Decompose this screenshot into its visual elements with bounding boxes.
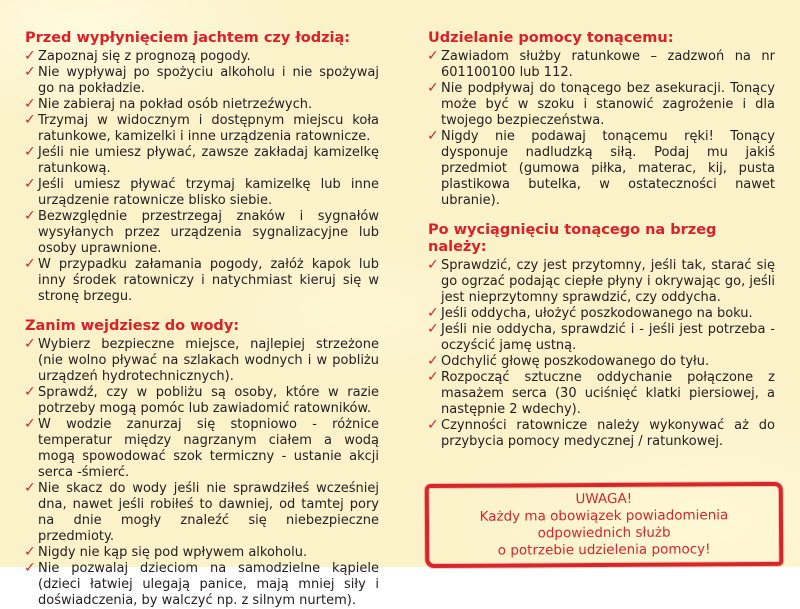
safety-tip-text: Nigdy nie kąp się pod wpływem alkoholu. [38, 545, 308, 560]
safety-tip-text: Nie skacz do wody jeśli nie sprawdziłeś wcześniej dna, nawet jeśli robiłeś to dawniej, od tamtej pory na dnie mogły znaleźć się niebezpieczne przedmioty. [38, 481, 379, 544]
safety-tip-item [25, 49, 379, 65]
heading-after-pulling-ashore: Po wyciągnięciu tonącego na brzeg należy: [428, 222, 717, 255]
left-column [25, 30, 379, 609]
checkmark-icon: ✓ [24, 544, 36, 560]
checkmark-icon: ✓ [24, 64, 36, 80]
checkmark-icon: ✓ [24, 208, 36, 224]
warning-title: UWAGA! [575, 490, 633, 508]
safety-tip-text: Wybierz bezpieczne miejsce, najlepiej strzeżone (nie wolno pływać na szlakach wodnych i w pobliżu urządzeń hydrotechnicznych). [38, 337, 379, 384]
safety-tip-text: Jeśli oddycha, ułożyć poszkodowanego na boku. [441, 306, 753, 321]
checkmark-icon: ✓ [427, 48, 439, 64]
safety-tip-text: Jeśli umiesz pływać trzymaj kamizelkę lub inne urządzenie ratownicze blisko siebie. [38, 177, 379, 208]
heading-helping-drowning-person: Udzielanie pomocy tonącemu: [428, 30, 674, 46]
safety-tip-item [25, 337, 379, 385]
safety-tip-text: Nie podpływaj do tonącego bez asekuracji. Tonący może być w szoku i stanowić zagrożenie i dla twojego bezpieczeństwa. [441, 81, 775, 128]
checkmark-icon: ✓ [427, 305, 439, 321]
safety-tip-text: Sprawdzić, czy jest przytomny, jeśli tak, starać się go ogrzać podając ciepłe płyny i okrywając go, jeśli jest nieprzytomny sprawdzić, czy oddycha. [441, 258, 775, 305]
checkmark-icon: ✓ [24, 416, 36, 432]
safety-tip-item [428, 370, 775, 418]
checkmark-icon: ✓ [427, 80, 439, 96]
warning-box [425, 482, 784, 568]
checkmark-icon: ✓ [24, 560, 36, 576]
safety-tip-item [25, 257, 379, 305]
safety-tip-item [25, 209, 379, 257]
safety-tip-item [25, 145, 379, 177]
safety-tip-text: W przypadku załamania pogody, załóż kapok lub inny środek ratowniczy i natychmiast kieruj się w stronę brzegu. [38, 257, 379, 304]
safety-tip-item [25, 385, 379, 417]
warning-line: Każdy ma obowiązek powiadomienia odpowiednich służb [479, 507, 729, 542]
safety-tip-text: Odchylić głowę poszkodowanego do tyłu. [441, 354, 710, 369]
checkmark-icon: ✓ [427, 369, 439, 385]
checkmark-icon: ✓ [24, 112, 36, 128]
safety-tip-text: Nigdy nie podawaj tonącemu ręki! Tonący dysponuje nadludzką siłą. Podaj mu jakiś przedmiot (gumowa piłka, materac, kij, pusta plastikowa butelka, w ostateczności nawet ubranie). [441, 129, 775, 208]
safety-tip-item [25, 113, 379, 145]
warning-line: o potrzebie udzielenia pomocy! [497, 541, 711, 559]
safety-tip-item [428, 49, 775, 81]
checkmark-icon: ✓ [427, 128, 439, 144]
safety-tip-item [428, 322, 775, 354]
safety-tip-text: Trzymaj w widocznym i dostępnym miejscu koła ratunkowe, kamizelki i inne urządzenia ratownicze. [38, 113, 379, 144]
safety-tip-text: W wodzie zanurzaj się stopniowo - różnice temperatur między nagrzanym ciałem a wodą mogą spowodować szok termiczny - ustanie akcji serca -śmierć. [38, 417, 379, 480]
safety-tip-item [25, 481, 379, 545]
safety-tip-item [428, 81, 775, 129]
safety-tip-text: Jeśli nie umiesz pływać, zawsze zakładaj kamizelkę ratunkową. [38, 145, 379, 176]
safety-tip-text: Jeśli nie oddycha, sprawdzić i - jeśli jest potrzeba - oczyścić jamę ustną. [441, 322, 775, 353]
safety-tip-text: Nie wypływaj po spożyciu alkoholu i nie spożywaj go na pokładzie. [38, 65, 379, 96]
safety-tip-text: Zapoznaj się z prognozą pogody. [38, 49, 251, 64]
section-before-sailing [25, 30, 379, 305]
safety-tip-item [428, 354, 775, 370]
safety-tip-text: Nie zabieraj na pokład osób nietrzeźwych. [38, 97, 313, 112]
safety-tip-text: Zawiadom służby ratunkowe – zadzwoń na nr 601100100 lub 112. [441, 49, 775, 80]
right-column [428, 30, 775, 567]
safety-tip-item [25, 65, 379, 97]
checkmark-icon: ✓ [24, 48, 36, 64]
checkmark-icon: ✓ [427, 257, 439, 273]
checkmark-icon: ✓ [427, 321, 439, 337]
safety-tip-item [428, 258, 775, 306]
safety-tip-item [25, 545, 379, 561]
safety-tip-text: Sprawdź, czy w pobliżu są osoby, które w razie potrzeby mogą pomóc lub zawiadomić ratowników. [38, 385, 379, 416]
section-helping-drowning-person [428, 30, 775, 209]
checkmark-icon: ✓ [24, 256, 36, 272]
safety-tip-item [25, 177, 379, 209]
checkmark-icon: ✓ [427, 353, 439, 369]
checkmark-icon: ✓ [24, 384, 36, 400]
checkmark-icon: ✓ [24, 336, 36, 352]
section-after-pulling-ashore [428, 222, 775, 450]
safety-tip-item [428, 129, 775, 209]
checkmark-icon: ✓ [24, 480, 36, 496]
safety-tip-item [25, 561, 379, 609]
safety-tip-text: Nie pozwalaj dzieciom na samodzielne kąpiele (dzieci łatwiej ulegają panice, mają mniej siły i doświadczenia, by walczyć np. z silnym nurtem). [38, 561, 379, 608]
checkmark-icon: ✓ [427, 417, 439, 433]
safety-tip-text: Rozpocząć sztuczne oddychanie połączone z masażem serca (30 uciśnięć klatki piersiowej, a następnie 2 wdechy). [441, 370, 775, 417]
safety-tip-text: Bezwzględnie przestrzegaj znaków i sygnałów wysyłanych przez urządzenia sygnalizacyjne lub osoby uprawnione. [38, 209, 379, 256]
safety-tip-item [25, 97, 379, 113]
checkmark-icon: ✓ [24, 176, 36, 192]
safety-tip-text: Czynności ratownicze należy wykonywać aż do przybycia pomocy medycznej / ratunkowej. [441, 418, 775, 449]
section-before-entering-water [25, 318, 379, 609]
checkmark-icon: ✓ [24, 96, 36, 112]
safety-tip-item [428, 418, 775, 450]
heading-before-entering-water: Zanim wejdziesz do wody: [25, 318, 240, 334]
heading-before-sailing: Przed wypłynięciem jachtem czy łodzią: [25, 30, 351, 46]
checkmark-icon: ✓ [24, 144, 36, 160]
safety-tip-item [428, 306, 775, 322]
safety-tip-item [25, 417, 379, 481]
